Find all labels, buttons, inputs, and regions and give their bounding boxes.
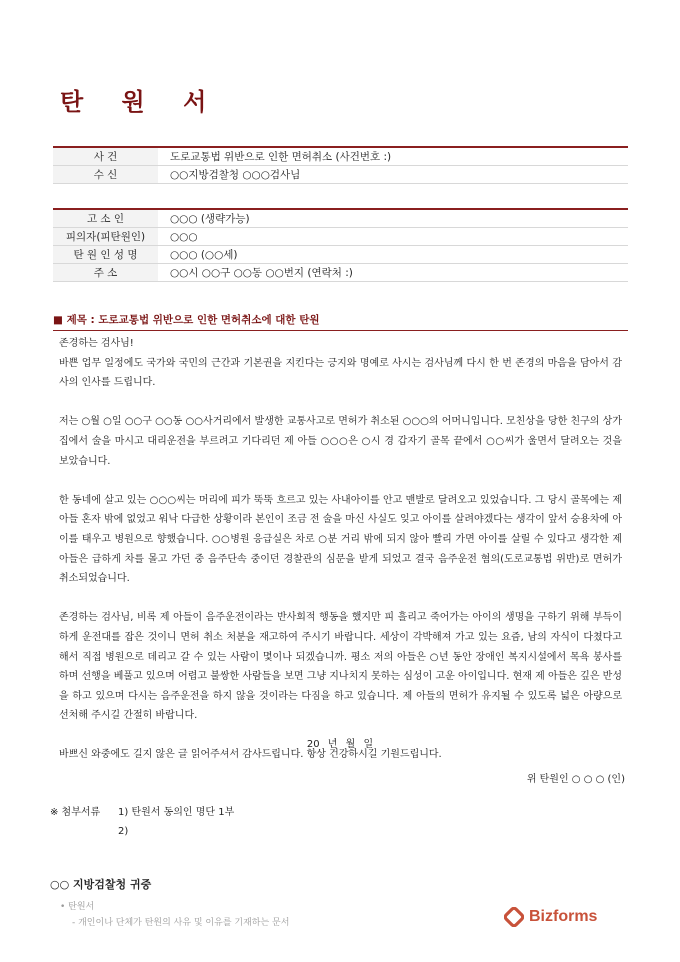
case-label: 사 건 — [53, 147, 158, 166]
body-paragraph-3: 한 동네에 살고 있는 ○○○씨는 머리에 피가 뚝뚝 흐르고 있는 사내아이를 안고 맨발로 달려오고 있었습니다. 그 당시 골목에는 제 아들 혼자 밖에 없었고 워낙 다급한 상황이라 본인이 조금 전 술을 마신 사실도 잊고 아이를 살려야겠다는 생각이 앞서 승용차에 아이를 태우고 병원으로 향했습니다. ○○병원 응급실은 차로 ○분 거리 밖에 되지 않아 빨리 가면 아이를 살릴 수 있다고 생각한 제 아들은 급하게 차를 몰고 가던 중 음주단속 중이던 경찰관의 심문을 받게 되었고 결국 음주운전 혐의(도로교통법 위반)로 면허가 취소되었습니다. — [59, 494, 622, 585]
bizforms-logo — [504, 907, 597, 927]
case-row — [53, 147, 628, 166]
case-value: 도로교통법 위반으로 인한 면허취소 (사건번호 :) — [158, 147, 628, 166]
bizforms-logo-icon — [504, 907, 524, 927]
date-line: 20 년 월 일 — [306, 739, 374, 750]
petition-body — [59, 334, 622, 765]
recipient-value: ○○지방검찰청 ○○○검사님 — [158, 166, 628, 184]
complainant-label: 고 소 인 — [53, 209, 158, 228]
petitioner-signature: 위 탄원인 ○ ○ ○ (인) — [526, 774, 625, 785]
petitioner-name-label: 탄 원 인 성 명 — [53, 246, 158, 264]
closing-paragraph: 바쁘신 와중에도 길지 않은 글 읽어주셔서 감사드립니다. 항상 건강하시길 기원드립니다. — [59, 749, 442, 761]
document-title: 탄 원 서 — [60, 88, 222, 116]
attachment-item-1: 1) 탄원서 동의인 명단 1부 — [118, 807, 235, 818]
case-info-table — [53, 146, 628, 184]
complainant-row — [53, 209, 628, 228]
footnote-item: • 탄원서 — [60, 902, 95, 912]
complainant-value: ○○○ (생략가능) — [158, 209, 628, 228]
destination: ○○ 지방검찰청 귀중 — [50, 878, 152, 891]
footnote — [60, 899, 289, 931]
greeting: 존경하는 검사님! — [59, 338, 134, 349]
petitioner-name-value: ○○○ (○○세) — [158, 246, 628, 264]
suspect-label: 피의자(피탄원인) — [53, 228, 158, 246]
subject-heading: ■ 제목 : 도로교통법 위반으로 인한 면허취소에 대한 탄원 — [53, 312, 628, 331]
attachments-label: ※ 첨부서류 — [50, 807, 101, 818]
attachments — [50, 803, 234, 841]
petitioner-name-row — [53, 246, 628, 264]
recipient-label: 수 신 — [53, 166, 158, 184]
party-info-table — [53, 208, 628, 282]
suspect-row — [53, 228, 628, 246]
body-paragraph-4: 존경하는 검사님, 비록 제 아들이 음주운전이라는 반사회적 행동을 했지만 피 흘리고 죽어가는 아이의 생명을 구하기 위해 부득이하게 운전대를 잡은 것이니 면허 취소 처분을 재고하여 주시기 바랍니다. 세상이 각박해져 가고 있는 요즘, 남의 자식이 다쳤다고 해서 직접 병원으로 데리고 갈 수 있는 사람이 몇이나 되겠습니까. 평소 저의 아들은 ○년 동안 장애인 복지시설에서 목욕 봉사를 하며 선행을 베풀고 있으며 어렵고 불쌍한 사람들을 보면 그냥 지나치지 못하는 심성이 고운 아이입니다. 현재 제 아들은 깊은 반성을 하고 있으며 다시는 음주운전을 하지 않을 것이라는 다짐을 하고 있습니다. 제 아들의 면허가 유지될 수 있도록 넓은 아량으로 선처해 주시길 간절히 바랍니다. — [59, 612, 622, 722]
body-paragraph-2: 저는 ○월 ○일 ○○구 ○○동 ○○사거리에서 발생한 교통사고로 면허가 취소된 ○○○의 어머니입니다. 모친상을 당한 친구의 상가집에서 술을 마시고 대리운전을 부르려고 기다리던 제 아들 ○○○은 ○시 경 갑자기 골목 끝에서 ○○씨가 울면서 달려오는 것을 보았습니다. — [59, 416, 622, 467]
body-paragraph-1: 바쁜 업무 일정에도 국가와 국민의 근간과 기본권을 지킨다는 긍지와 명예로 사시는 검사님께 다시 한 번 존경의 마음을 담아서 감사의 인사를 드립니다. — [59, 357, 622, 389]
suspect-value: ○○○ — [158, 228, 628, 246]
recipient-row — [53, 166, 628, 184]
attachment-item-2: 2) — [118, 826, 129, 837]
address-label: 주 소 — [53, 264, 158, 282]
bizforms-logo-text: Bizforms — [529, 908, 598, 925]
footnote-desc: - 개인이나 단체가 탄원의 사유 및 이유를 기재하는 문서 — [72, 918, 290, 928]
address-value: ○○시 ○○구 ○○동 ○○번지 (연락처 :) — [158, 264, 628, 282]
address-row — [53, 264, 628, 282]
